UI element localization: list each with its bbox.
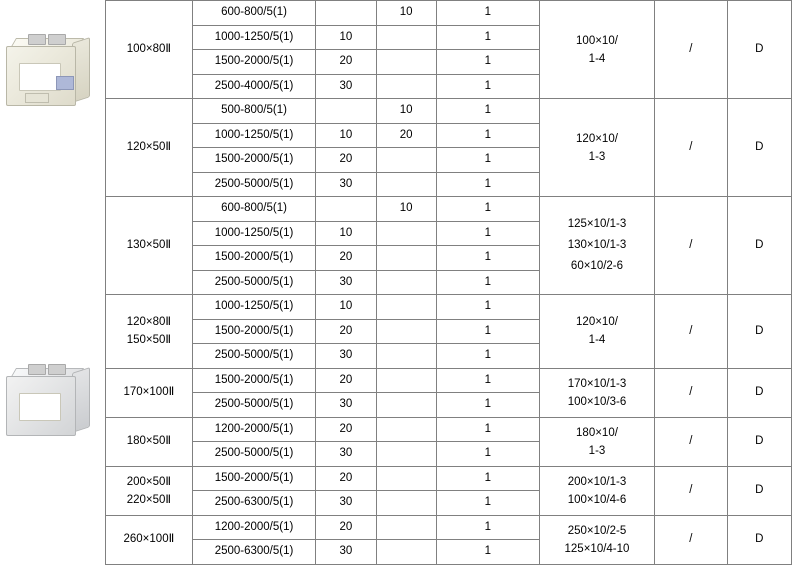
cell-col5: 1 [436, 148, 539, 173]
cell-busbar [539, 99, 654, 197]
cell-ratio: 600-800/5(1) [192, 1, 316, 26]
cell-ratio: 2500-5000/5(1) [192, 393, 316, 418]
cell-col3: 20 [316, 319, 376, 344]
cell-ratio: 1500-2000/5(1) [192, 466, 316, 491]
cell-grade: D [727, 295, 791, 369]
cell-model: 180×50Ⅱ [106, 417, 193, 466]
cell-model [106, 466, 193, 515]
cell-col3: 20 [316, 368, 376, 393]
busbar-line-2: 1-4 [588, 52, 606, 65]
busbar-line-2: 1-3 [588, 444, 606, 457]
cell-grade: D [727, 1, 791, 99]
cell-col4 [376, 74, 436, 99]
busbar-line-1: 200×10/1-3 [567, 475, 627, 488]
busbar-line-1: 100×10/ [576, 34, 618, 47]
cell-model: 100×80Ⅱ [106, 1, 193, 99]
cell-col4: 10 [376, 197, 436, 222]
cell-col7: / [655, 99, 727, 197]
busbar-line-2: 1-3 [588, 150, 606, 163]
current-transformer-photo-beige [4, 32, 100, 122]
cell-ratio: 1500-2000/5(1) [192, 319, 316, 344]
table-row [106, 295, 792, 320]
table-row [106, 99, 792, 124]
transformer-housing [6, 376, 76, 436]
busbar-line-2: 1-4 [588, 334, 606, 347]
cell-model: 120×50Ⅱ [106, 99, 193, 197]
cell-col3: 30 [316, 540, 376, 565]
cell-grade: D [727, 466, 791, 515]
cell-col5: 1 [436, 540, 539, 565]
cell-col3: 30 [316, 393, 376, 418]
cell-ratio: 2500-5000/5(1) [192, 442, 316, 467]
cell-ratio: 1000-1250/5(1) [192, 221, 316, 246]
transformer-window [19, 393, 61, 421]
cell-ratio: 1500-2000/5(1) [192, 148, 316, 173]
cell-col4 [376, 466, 436, 491]
cell-ratio: 1500-2000/5(1) [192, 246, 316, 271]
cell-ratio: 1000-1250/5(1) [192, 295, 316, 320]
cell-col4 [376, 246, 436, 271]
specification-table [105, 0, 792, 565]
cell-col3 [316, 99, 376, 124]
cell-col7: / [655, 197, 727, 295]
cell-ratio: 1200-2000/5(1) [192, 417, 316, 442]
cell-model: 130×50Ⅱ [106, 197, 193, 295]
table-row [106, 368, 792, 393]
cell-col3: 30 [316, 172, 376, 197]
transformer-front-plate [25, 93, 49, 103]
cell-grade: D [727, 515, 791, 564]
cell-col5: 1 [436, 270, 539, 295]
current-transformer-photo-grey [4, 362, 100, 448]
model-line-2: 150×50Ⅱ [126, 334, 172, 347]
cell-ratio: 2500-5000/5(1) [192, 344, 316, 369]
cell-col4 [376, 442, 436, 467]
cell-col3 [316, 197, 376, 222]
cell-col3: 10 [316, 295, 376, 320]
cell-col4 [376, 393, 436, 418]
cell-ratio: 2500-5000/5(1) [192, 172, 316, 197]
table-row [106, 1, 792, 26]
busbar-line-2: 130×10/1-3 [567, 239, 627, 251]
cell-busbar [539, 417, 654, 466]
cell-col7: / [655, 1, 727, 99]
cell-col5: 1 [436, 74, 539, 99]
cell-ratio: 1200-2000/5(1) [192, 515, 316, 540]
cell-col5: 1 [436, 368, 539, 393]
cell-busbar [539, 295, 654, 369]
terminal-block-1 [28, 364, 46, 375]
cell-col5: 1 [436, 491, 539, 516]
cell-col5: 1 [436, 417, 539, 442]
transformer-nameplate [56, 76, 74, 90]
cell-col3: 30 [316, 74, 376, 99]
cell-col4: 10 [376, 1, 436, 26]
cell-busbar [539, 368, 654, 417]
cell-ratio: 1500-2000/5(1) [192, 368, 316, 393]
cell-col5: 1 [436, 466, 539, 491]
cell-col5: 1 [436, 99, 539, 124]
cell-col3: 20 [316, 246, 376, 271]
busbar-line-1: 120×10/ [576, 132, 618, 145]
cell-col3: 20 [316, 417, 376, 442]
cell-col3: 30 [316, 344, 376, 369]
cell-col7: / [655, 515, 727, 564]
cell-col5: 1 [436, 393, 539, 418]
busbar-line-3: 60×10/2-6 [570, 260, 624, 272]
terminal-block-2 [48, 34, 66, 45]
cell-col5: 1 [436, 344, 539, 369]
cell-grade: D [727, 368, 791, 417]
cell-ratio: 2500-4000/5(1) [192, 74, 316, 99]
cell-col5: 1 [436, 25, 539, 50]
cell-col4 [376, 491, 436, 516]
busbar-line-1: 250×10/2-5 [567, 524, 627, 537]
busbar-line-1: 120×10/ [576, 316, 618, 329]
cell-col4 [376, 368, 436, 393]
busbar-line-1: 180×10/ [576, 426, 618, 439]
cell-col4 [376, 148, 436, 173]
cell-col5: 1 [436, 1, 539, 26]
table-row [106, 466, 792, 491]
cell-busbar [539, 466, 654, 515]
cell-col5: 1 [436, 295, 539, 320]
cell-col5: 1 [436, 221, 539, 246]
cell-ratio: 2500-6300/5(1) [192, 491, 316, 516]
cell-col3: 10 [316, 123, 376, 148]
cell-col3 [316, 1, 376, 26]
cell-col5: 1 [436, 123, 539, 148]
cell-ratio: 2500-6300/5(1) [192, 540, 316, 565]
busbar-line-1: 170×10/1-3 [567, 377, 627, 390]
cell-col5: 1 [436, 50, 539, 75]
cell-col5: 1 [436, 172, 539, 197]
model-line-1: 200×50Ⅱ [126, 475, 172, 488]
busbar-line-2: 100×10/4-6 [567, 493, 627, 506]
cell-ratio: 1000-1250/5(1) [192, 25, 316, 50]
cell-busbar [539, 1, 654, 99]
cell-col4 [376, 172, 436, 197]
cell-col3: 30 [316, 491, 376, 516]
cell-col3: 20 [316, 515, 376, 540]
cell-ratio: 600-800/5(1) [192, 197, 316, 222]
cell-col5: 1 [436, 246, 539, 271]
cell-col7: / [655, 368, 727, 417]
cell-col4 [376, 221, 436, 246]
busbar-line-2: 125×10/4-10 [564, 542, 630, 555]
product-image-column [0, 0, 105, 546]
table-row [106, 197, 792, 222]
cell-col5: 1 [436, 197, 539, 222]
cell-col4: 10 [376, 99, 436, 124]
cell-col4 [376, 540, 436, 565]
cell-col4 [376, 50, 436, 75]
busbar-line-1: 125×10/1-3 [567, 218, 627, 230]
cell-col3: 20 [316, 148, 376, 173]
cell-col4 [376, 295, 436, 320]
cell-col7: / [655, 295, 727, 369]
cell-col3: 20 [316, 50, 376, 75]
cell-ratio: 2500-5000/5(1) [192, 270, 316, 295]
cell-col4 [376, 25, 436, 50]
cell-col4 [376, 417, 436, 442]
table-row [106, 515, 792, 540]
cell-col3: 20 [316, 466, 376, 491]
cell-col3: 30 [316, 442, 376, 467]
cell-col3: 10 [316, 221, 376, 246]
cell-model [106, 295, 193, 369]
cell-ratio: 1500-2000/5(1) [192, 50, 316, 75]
cell-col5: 1 [436, 319, 539, 344]
busbar-line-2: 100×10/3-6 [567, 395, 627, 408]
cell-col5: 1 [436, 442, 539, 467]
cell-ratio: 1000-1250/5(1) [192, 123, 316, 148]
cell-ratio: 500-800/5(1) [192, 99, 316, 124]
cell-col4 [376, 319, 436, 344]
cell-col4 [376, 344, 436, 369]
terminal-block-2 [48, 364, 66, 375]
cell-col5: 1 [436, 515, 539, 540]
cell-model: 170×100Ⅱ [106, 368, 193, 417]
cell-model: 260×100Ⅱ [106, 515, 193, 564]
cell-busbar [539, 515, 654, 564]
model-line-2: 220×50Ⅱ [126, 493, 172, 506]
model-line-1: 120×80Ⅱ [126, 316, 172, 329]
table-row [106, 417, 792, 442]
cell-col7: / [655, 466, 727, 515]
cell-col4 [376, 270, 436, 295]
cell-busbar [539, 197, 654, 295]
cell-col7: / [655, 417, 727, 466]
cell-col3: 10 [316, 25, 376, 50]
cell-grade: D [727, 417, 791, 466]
cell-col4 [376, 515, 436, 540]
cell-grade: D [727, 99, 791, 197]
cell-col4: 20 [376, 123, 436, 148]
cell-col3: 30 [316, 270, 376, 295]
terminal-block-1 [28, 34, 46, 45]
transformer-window [19, 63, 61, 91]
cell-grade: D [727, 197, 791, 295]
